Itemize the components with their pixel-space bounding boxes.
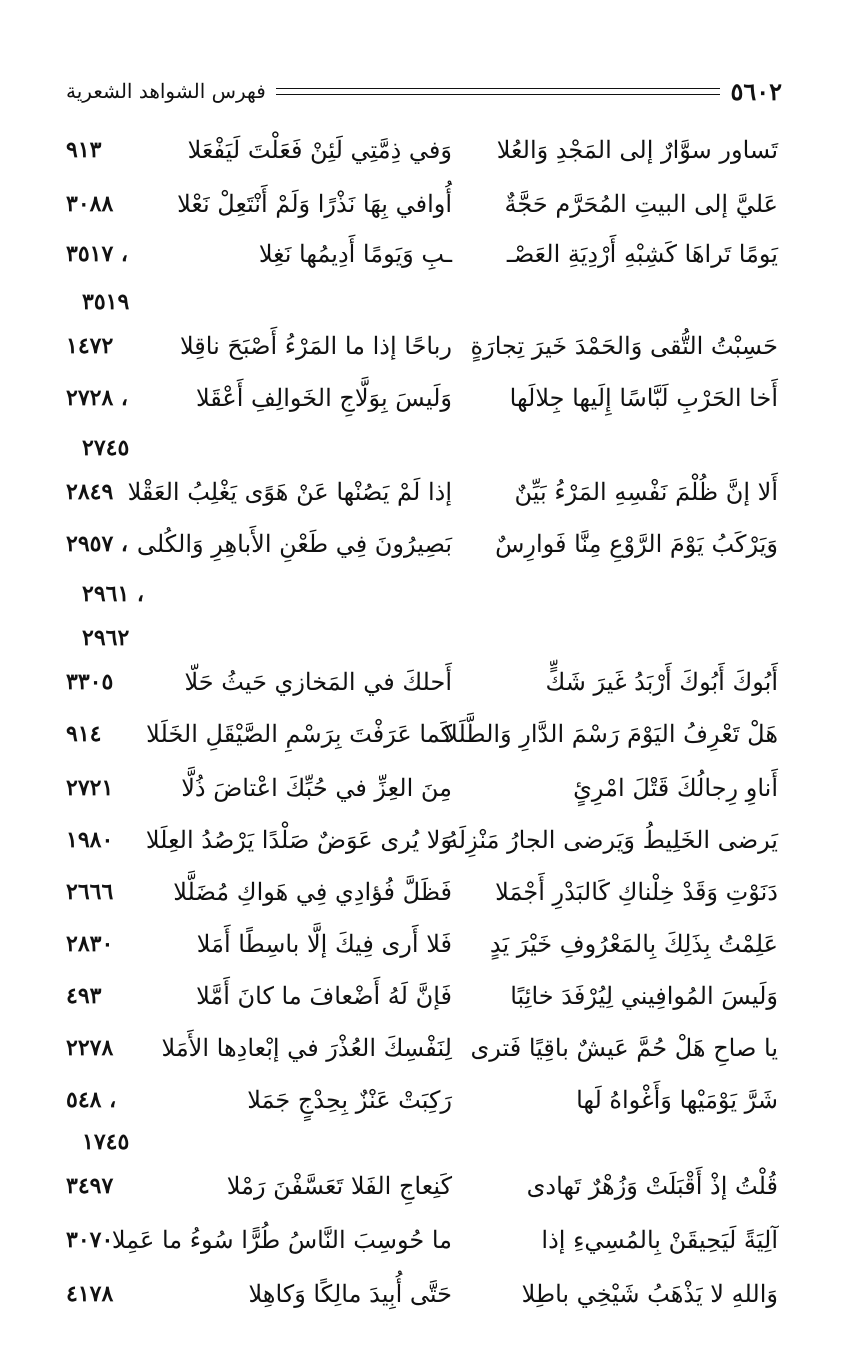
page-number: ٥٦٠٢ [730,76,782,106]
index-row [0,814,868,866]
verse-second-hemistich: كَنِعاجِ الفَلا تَعَسَّفْنَ رَمْلا [226,1172,452,1200]
verse-second-hemistich: وَفي ذِمَّتِي لَئِنْ فَعَلْتَ لَيَفْعَلا [187,136,452,164]
verse-reference-numbers: ٩١٣ [66,137,102,163]
verse-reference-numbers: ١٤٧٢ [66,333,114,359]
index-row [0,320,868,372]
verse-reference-numbers: ٢٩٦١ ، [82,581,145,607]
verse-reference-numbers: ٣٠٧٠ [66,1227,114,1253]
verse-reference-numbers: ٣٤٩٧ [66,1173,114,1199]
page-title: فهرس الشواهد الشعرية [66,79,266,103]
verse-reference-numbers: ٣٣٠٥ [66,669,114,695]
verse-reference-numbers: ٢٨٤٩ [66,479,114,505]
header-rule [276,88,721,95]
verse-second-hemistich: فَلا أَرى فِيكَ إلَّا باسِطًا أَمَلا [196,930,452,958]
verse-second-hemistich: حَتَّى أُبِيدَ مالِكًا وَكاهِلا [248,1280,452,1308]
index-row [0,372,868,424]
verse-second-hemistich: رباحًا إذا ما المَرْءُ أَصْبَحَ ناقِلا [179,332,452,360]
verse-reference-numbers: ٣٥١٩ [82,289,130,315]
verse-second-hemistich: أَحلكَ في المَخازي حَيثُ حَلّا [184,668,452,696]
verse-first-hemistich: وَاللهِ لا يَذْهَبُ شَيْخِي باطِلا [521,1280,778,1308]
verse-reference-numbers: ٥٤٨ ، [66,1087,117,1113]
verse-reference-numbers: ٢٧٤٥ [82,435,130,461]
verse-reference-numbers: ٢٩٥٧ ، [66,531,129,557]
index-row [0,762,868,814]
verse-reference-numbers: ٩١٤ [66,721,102,747]
verse-first-hemistich: قُلْتُ إذْ أَقْبَلَتْ وَزُهْرٌ تَهادى [526,1172,778,1200]
verse-second-hemistich: ـبِ وَيَومًا أَدِيمُها نَغِلا [258,240,452,268]
verse-reference-numbers: ٣٠٨٨ [66,191,114,217]
verse-second-hemistich: وَلَيسَ بِوَلَّاجِ الخَوالِفِ أَعْقَلا [195,384,452,412]
verse-second-hemistich: فَظَلَّ فُؤادِي فِي هَواكِ مُضَلَّلا [173,878,452,906]
verse-first-hemistich: عَلِمْتُ بِذَلِكَ بِالمَعْرُوفِ خَيْرَ يَدٍ [489,930,778,958]
verse-first-hemistich: أَخا الحَرْبِ لَبَّاسًا إِلَيها جِلالَها [509,384,778,412]
verse-second-hemistich: مِنَ العِزِّ في حُبِّكَ اعْتاضَ ذُلَّا [181,774,452,802]
index-row [0,708,868,760]
verse-first-hemistich: أَلا إنَّ ظُلْمَ نَفْسِهِ المَرْءُ بَيِّنٌ [514,478,778,506]
verse-first-hemistich: أَناوِ رِجالُكَ قَتْلَ امْرِئٍ [573,774,778,802]
index-row [0,228,868,280]
verse-first-hemistich: دَنَوْتِ وَقَدْ خِلْناكِ كَالبَدْرِ أَجْمَلا [495,878,778,906]
verse-reference-numbers: ٢٧٢٨ ، [66,385,129,411]
verse-first-hemistich: آلِيَةً لَيَحِيقَنْ بِالمُسِيءِ إذا [541,1226,778,1254]
verse-second-hemistich: كَما عَرَفْتَ بِرَسْمِ الصَّيْقَلِ الخَلَلا [146,720,452,748]
verse-first-hemistich: يَرضى الخَلِيطُ وَيَرضى الجارُ مَنْزِلَهُ [445,826,778,854]
verse-first-hemistich: يا صاحِ هَلْ حُمَّ عَيشٌ باقِيًا فَترى [470,1034,778,1062]
index-row [0,866,868,918]
index-row [0,466,868,518]
verse-first-hemistich: أَبُوكَ أَبُوكَ أَرْبَدُ غَيرَ شَكٍّ [545,668,778,696]
index-row [0,918,868,970]
page-header [66,74,782,108]
verse-first-hemistich: حَسِبْتُ التُّقى وَالحَمْدَ خَيرَ تِجارَةٍ [470,332,778,360]
verse-second-hemistich: رَكِبَتْ عَنْزٌ بِحِدْجٍ جَمَلا [247,1086,452,1114]
verse-second-hemistich: إذا لَمْ يَصُنْها عَنْ هَوًى يَغْلِبُ العَقْلا [127,478,452,506]
verse-reference-numbers: ٢٦٦٦ [66,879,114,905]
verse-reference-numbers: ٢٩٦٢ [82,625,130,651]
verse-reference-numbers: ٢٧٢١ [66,775,114,801]
index-row [0,178,868,230]
verse-second-hemistich: وَلا يُرى عَوَضٌ صَلْدًا يَرْصُدُ العِلَلا [145,826,452,854]
index-row [0,518,868,570]
verse-second-hemistich: ما حُوسِبَ النَّاسُ طُرًّا سُوءُ ما عَمِلا [111,1226,452,1254]
verse-first-hemistich: هَلْ تَعْرِفُ اليَوْمَ رَسْمَ الدَّارِ وَالطَّلَلا [444,720,778,748]
verse-reference-numbers: ١٧٤٥ [82,1129,130,1155]
index-row [0,1022,868,1074]
verse-second-hemistich: بَصِيرُونَ فِي طَعْنِ الأَباهِرِ وَالكُلى [136,530,452,558]
verse-second-hemistich: أُوافي بِهَا نَذْرًا وَلَمْ أَنْتَعِلْ نَعْلا [177,190,452,218]
index-row [0,970,868,1022]
index-row [0,124,868,176]
verse-first-hemistich: وَلَيسَ المُوافِيني لِيُرْفَدَ خائِبًا [510,982,778,1010]
index-row [0,1268,868,1320]
index-row [0,1214,868,1266]
verse-first-hemistich: وَيَرْكَبُ يَوْمَ الرَّوْعِ مِنَّا فَوارِسٌ [495,530,778,558]
verse-reference-numbers: ٢٢٧٨ [66,1035,114,1061]
verse-first-hemistich: عَليَّ إلى البيتِ المُحَرَّم حَجَّةٌ [504,190,778,218]
verse-reference-numbers: ٢٨٣٠ [66,931,114,957]
verse-first-hemistich: يَومًا تَراهَا كَشِبْهِ أَرْدِيَةِ العَصْـ [506,240,778,268]
verse-first-hemistich: شَرَّ يَوْمَيْها وَأَغْواهُ لَها [576,1086,778,1114]
verse-first-hemistich: تَساور سوَّارٌ إلى المَجْدِ وَالعُلا [496,136,778,164]
index-row [0,1160,868,1212]
verse-reference-numbers: ١٩٨٠ [66,827,114,853]
verse-second-hemistich: لِنَفْسِكَ العُذْرَ في إبْعادِها الأَمَلا [161,1034,452,1062]
verse-reference-numbers: ٣٥١٧ ، [66,241,129,267]
verse-second-hemistich: فَإنَّ لَهُ أَضْعافَ ما كانَ أَمَّلا [196,982,452,1010]
index-row [0,656,868,708]
verse-reference-numbers: ٤٩٣ [66,983,102,1009]
verse-reference-numbers: ٤١٧٨ [66,1281,114,1307]
